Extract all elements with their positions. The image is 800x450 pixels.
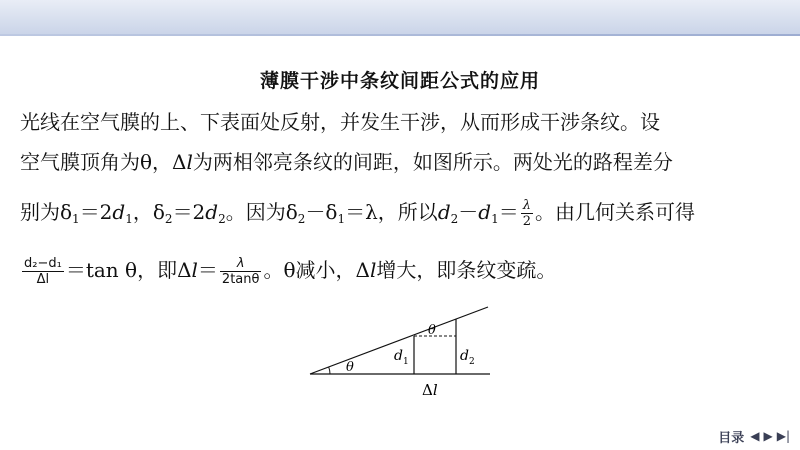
l4-text: ＝ <box>197 258 218 282</box>
slide-navigation <box>718 426 790 446</box>
l4-var-l: l <box>369 258 377 282</box>
slide-title: 薄膜干涉中条纹间距公式的应用 <box>259 70 540 92</box>
delta-l-var: l <box>432 381 438 399</box>
paragraph-line-1: 光线在空气膜的上、下表面处反射，并发生干涉，从而形成干涉条纹。设 <box>20 110 660 134</box>
l3-var-d: d <box>112 200 126 224</box>
l3-sub: 2 <box>297 212 306 226</box>
l4-text: 增大，即条纹变疏。 <box>376 258 557 282</box>
fraction-denominator: 2 <box>522 214 531 229</box>
vertex-angle-arc <box>329 367 330 374</box>
l3-text: ，δ <box>132 200 165 224</box>
fraction-lambda-over-2 <box>521 198 533 229</box>
fraction-numerator: λ <box>521 198 533 214</box>
d1-var: d <box>394 348 403 364</box>
l3-text: ＝λ，所以 <box>345 200 438 224</box>
paragraph-line-3 <box>20 198 785 233</box>
l3-var-d: d <box>205 200 219 224</box>
fraction-denominator: Δl <box>36 272 50 287</box>
l4-text: 。θ减小，Δ <box>263 258 370 282</box>
l3-sub: 2 <box>450 212 459 226</box>
d2-sub: 2 <box>468 357 475 367</box>
d2-label <box>460 348 475 367</box>
l3-text: ＝2 <box>172 200 206 224</box>
l4-var-l: l <box>191 258 198 282</box>
line2-var-l: l <box>186 150 193 174</box>
d1-sub: 1 <box>402 357 409 367</box>
menu-link[interactable]: 目录 <box>718 430 745 446</box>
wedge-diagram <box>300 300 500 400</box>
l3-text: 。因为δ <box>225 200 298 224</box>
l3-sub: 1 <box>491 212 499 226</box>
paragraph-line-2 <box>20 148 785 176</box>
delta-l-label <box>422 381 438 399</box>
theta-vertex-label: θ <box>346 360 354 375</box>
fraction-lambda-over-2tan <box>220 256 262 287</box>
next-slide-icon[interactable]: ▶ <box>763 429 773 443</box>
d1-label <box>394 348 409 367</box>
delta-symbol: Δ <box>422 381 433 399</box>
l3-text: 。由几何关系可得 <box>535 200 695 224</box>
l3-text: ＝ <box>498 200 519 224</box>
l3-var-d: d <box>437 200 451 224</box>
prev-slide-icon[interactable]: ◀ <box>750 429 760 443</box>
line2-text-a: 空气膜顶角为θ，Δ <box>20 150 187 174</box>
header-band <box>0 0 800 36</box>
d2-var: d <box>460 348 469 364</box>
l3-var-d: d <box>478 200 492 224</box>
l3-sub: 1 <box>337 212 346 226</box>
l3-sub: 2 <box>218 212 226 226</box>
l3-sub: 1 <box>125 212 133 226</box>
l3-text: ＝2 <box>79 200 113 224</box>
l3-sub: 1 <box>72 212 80 226</box>
fraction-d-diff-over-dl <box>22 256 64 287</box>
fraction-denominator: 2tanθ <box>221 272 260 287</box>
l3-text: 别为δ <box>20 200 73 224</box>
fraction-numerator: d₂−d₁ <box>24 256 62 271</box>
line2-text-b: 为两相邻亮条纹的间距，如图所示。两处光的路程差分 <box>192 150 673 174</box>
paragraph-line-4 <box>20 256 785 287</box>
theta-top-label: θ <box>428 323 436 338</box>
l3-text: －δ <box>305 200 338 224</box>
last-slide-icon[interactable]: ▶| <box>776 429 790 443</box>
l4-text: ＝tan θ，即Δ <box>65 258 192 282</box>
fraction-numerator: λ <box>220 256 262 272</box>
l3-text: － <box>458 200 479 224</box>
l3-sub: 2 <box>164 212 173 226</box>
